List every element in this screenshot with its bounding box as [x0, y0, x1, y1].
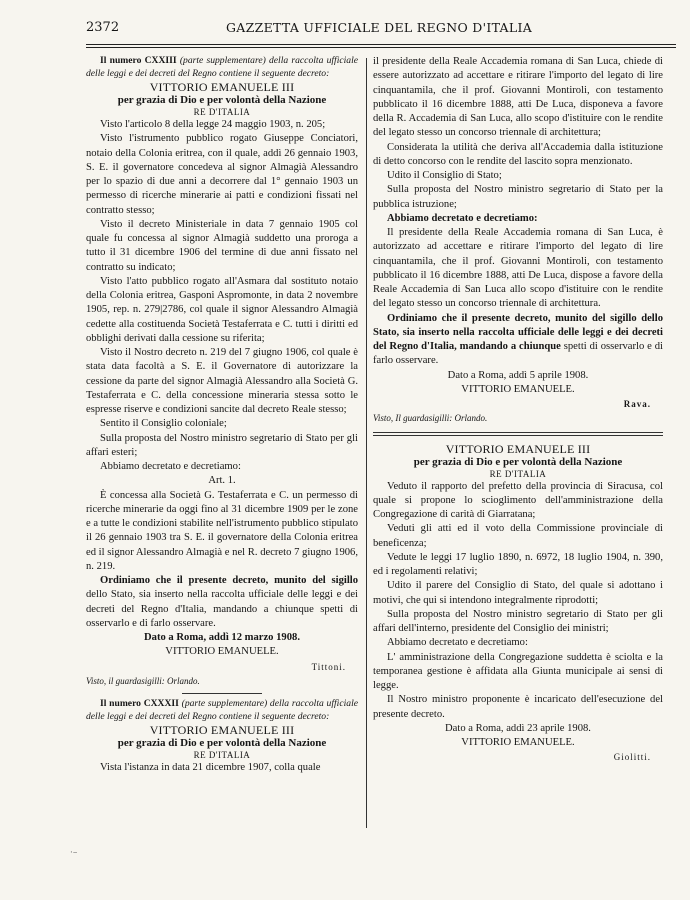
paragraph: L' amministrazione della Congregazione suddetta è sciolta e la temporanea gestione è affidata alla Giunta municipale ai sensi di legge. [373, 651, 663, 691]
left-column [86, 55, 358, 775]
paragraph: Il Nostro ministro proponente è incaricato dell'esecuzione del presente decreto. [373, 694, 663, 720]
decree-body: Il presidente della Reale Accademia romana di San Luca, è autorizzato ad accettare e ritirare l'importo del legato di lire cinquantamila, che il prof. Giovanni Montiroli, con testamento pubblicato il 16 dicembre 1888, atti De Luca, dispose a favore della Reale Accademia di San Luca allo scopo d'istituire con le rendite del legato stesso un concorso triennale di architettura. [373, 227, 663, 310]
paragraph: Sulla proposta del Nostro ministro segretario di Stato per gli affari esteri; [86, 432, 358, 458]
paragraph: Vedute le leggi 17 luglio 1890, n. 6972, 18 luglio 1904, n. 390, ed i regolamenti relativi; [373, 551, 663, 577]
paragraph: Veduti gli atti ed il voto della Commissione provinciale di beneficenza; [373, 523, 663, 549]
separator-thick [373, 432, 663, 433]
abbiamo-decretato-2: Abbiamo decretato e decretiamo: [387, 212, 538, 224]
minister-signature-1: Tittoni. [311, 661, 346, 672]
minister-signature-2: Rava. [623, 399, 651, 409]
visto-line-2: Visto, Il guardasigilli: Orlando. [373, 413, 488, 424]
re-line-1: RE D'ITALIA [193, 107, 251, 117]
article-heading: Art. 1. [208, 475, 236, 487]
decree-intro-1: Il numero CXXIII (parte supplementare) della raccolta ufficiale delle leggi e dei decreti del Regno contiene il seguente decreto: [86, 55, 359, 79]
ordiniamo-1: Ordiniamo che il presente decreto, munito del sigillo dello Stato, sia inserto nella raccolta ufficiale delle leggi e dei decreti del Regno d'Italia, mandando a chiunque spetti di osservarlo e di farlo osservare. [86, 575, 358, 629]
paragraph: Visto l'atto pubblico rogato all'Asmara dal sostituto notaio della Colonia eritrea, Gasponi Aspromonte, in data 2 novembre 1905, rep. n. 279|2786, col quale il signor Alessandro Almagià cedette alla costituenda Società Testaferrata e C. tutti i diritti ed obblighi derivati dalla cessione su riferita; [86, 275, 358, 344]
page-header [86, 20, 666, 40]
paragraph: Veduto il rapporto del prefetto della provincia di Siracusa, col quale si propone lo scioglimento dell'amministrazione della Congregazione di carità di Giarratana; [373, 480, 663, 520]
grazia-line-3: per grazia di Dio e per volontà della Nazione [413, 455, 623, 468]
king-heading-3: VITTORIO EMANUELE III [445, 441, 591, 456]
page-smudge: ·– [70, 848, 78, 858]
separator [182, 693, 262, 694]
article-text: È concessa alla Società G. Testaferrata e C. un permesso di ricerche minerarie da oggi fino al 31 dicembre 1909 per le zone e a tutte le condizioni stabilite nell'istrumento pubblico stipulato il 26 gennaio 1903 tra S. E. il governatore della Colonia eritrea ed il signor Alessandro Almagià e nel R. decreto 7 giugno 1906, n. 219. [86, 489, 358, 572]
king-heading-1: VITTORIO EMANUELE III [149, 80, 295, 94]
paragraph: Visto il Nostro decreto n. 219 del 7 giugno 1906, col quale è stata data facoltà a S. E. il Governatore di autorizzare la cessione da parte del signor Almagià Alessandro alla Società G. Testaferrata e C. della concessione mineraria stessa sotto le espresse riserve e condizioni sancite dal decreto Reale stesso; [86, 347, 358, 415]
abbiamo-decretato-3: Abbiamo decretato e decretiamo: [387, 637, 528, 649]
paragraph: Visto l'istrumento pubblico rogato Giuseppe Conciatori, notaio della Colonia eritrea, con il quale, addì 26 gennaio 1903, S. E. il governatore concedeva al signor Almagià Alessandro per lo spazio di due anni a decorrere dal 1° gennaio 1903 un permesso di ricerche minerarie ai patti e condizioni fissati nel contratto stesso; [86, 133, 358, 216]
paragraph: il presidente della Reale Accademia romana di San Luca, chiede di essere autorizzato ad accettare e ritirare l'importo del legato di lire cinquantamila, che il prof. Giovanni Montiroli, con testamento pubblicato il 16 dicembre 1888, atti De Luca, disponeva a favore della R. Accademia di San Luca, allo scopo d'istituire con le rendite del legato stesso un concorso triennale di architettura; [373, 56, 663, 139]
gazette-title: GAZZETTA UFFICIALE DEL REGNO D'ITALIA [226, 20, 533, 35]
paragraph: Vista l'istanza in data 21 dicembre 1907, colla quale [100, 762, 321, 773]
minister-signature-3: Giolitti. [613, 752, 651, 763]
decree-intro-2: Il numero CXXXII (parte supplementare) della raccolta ufficiale delle leggi e dei decreti del Regno contiene il seguente decreto: [86, 698, 358, 722]
abbiamo-decretato-1: Abbiamo decretato e decretiamo: [100, 461, 241, 472]
re-line-3: RE D'ITALIA [489, 468, 547, 479]
ordiniamo-2: Ordiniamo che il presente decreto, munito del sigillo dello Stato, sia inserto nella raccolta ufficiale delle leggi e dei decreti del Regno d'Italia, mandando a chiunque spetti di osservarlo e di farlo osservare. [373, 312, 663, 367]
decree-number-1: Il numero CXXIII [100, 55, 177, 66]
column-divider [366, 58, 367, 828]
date-line-1: Dato a Roma, addì 12 marzo 1908. [144, 632, 300, 643]
grazia-line-2: per grazia di Dio e per volontà della Nazione [117, 737, 327, 749]
paragraph: Sulla proposta del Nostro ministro segretario di Stato per la pubblica istruzione; [373, 184, 663, 210]
date-line-2: Dato a Roma, addì 5 aprile 1908. [447, 369, 589, 381]
date-line-3: Dato a Roma, addì 23 aprile 1908. [445, 722, 591, 734]
signature-king-2: VITTORIO EMANUELE. [461, 383, 575, 395]
king-heading-2: VITTORIO EMANUELE III [149, 723, 295, 737]
paragraph: Sentito il Consiglio coloniale; [100, 418, 227, 430]
grazia-line-1: per grazia di Dio e per volontà della Nazione [117, 94, 327, 106]
paragraph: Considerata la utilità che deriva all'Accademia dalla istituzione di detto concorso con le rendite del lascito sopra menzionato. [373, 141, 663, 167]
paragraph: Udito il Consiglio di Stato; [387, 170, 502, 181]
paragraph: Udito il parere del Consiglio di Stato, del quale si adottano i motivi, che qui si intendono integralmente riprodotti; [373, 580, 663, 606]
paragraph: Sulla proposta del Nostro ministro segretario di Stato per gli affari dell'interno, presidente del Consiglio dei ministri; [373, 608, 663, 634]
paragraph: Visto l'articolo 8 della legge 24 maggio 1903, n. 205; [100, 119, 326, 130]
separator-thin [373, 435, 663, 436]
re-line-2: RE D'ITALIA [193, 750, 251, 760]
visto-line-1: Visto, il guardasigilli: Orlando. [86, 675, 200, 686]
right-column [373, 55, 663, 765]
decree-number-2: Il numero CXXXII [100, 698, 179, 709]
page-number: 2372 [86, 20, 120, 35]
paragraph: Visto il decreto Ministeriale in data 7 gennaio 1905 col quale fu concessa al signor Almagià suddetto una proroga a tutto il 31 dicembre 1906 del termine di due anni fissato nel contratto su indicato; [86, 218, 358, 273]
header-rule-thin [86, 47, 676, 48]
signature-king-1: VITTORIO EMANUELE. [165, 646, 279, 658]
header-rule [86, 44, 676, 45]
signature-king-3: VITTORIO EMANUELE. [461, 737, 575, 748]
